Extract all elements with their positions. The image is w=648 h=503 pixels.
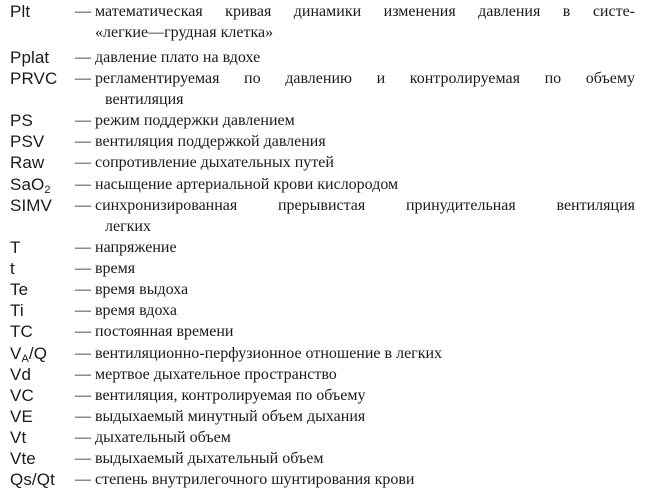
term-label (10, 174, 51, 195)
term-definition (95, 300, 635, 321)
term-label: TC (10, 322, 33, 341)
term-definition (95, 448, 635, 469)
term-separator: — (75, 70, 91, 87)
term-definition (95, 47, 635, 68)
definition-line: синхронизированная прерывистая принудительная вентиляция (95, 197, 635, 214)
definition-line: постоянная времени (95, 323, 234, 340)
definition-line: вентиляция, контролируемая по объему (95, 387, 366, 404)
term-definition (95, 110, 635, 131)
definition-line: математическая кривая динамики изменения давления в систе- (95, 3, 635, 20)
definition-line: время вдоха (95, 302, 177, 319)
term-definition (95, 174, 635, 195)
term-label: t (10, 259, 15, 278)
term-separator: — (75, 429, 91, 446)
definition-line: степень внутрилегочного шунтирования крови (95, 471, 415, 488)
definition-line: дыхательный объем (95, 429, 231, 446)
glossary-entry-plt (0, 1, 648, 43)
definition-line: вентиляция (105, 91, 184, 108)
term-definition (95, 321, 635, 342)
term-label: Vte (10, 449, 36, 468)
term-separator: — (75, 408, 91, 425)
glossary-entry-qs-qt (0, 469, 648, 499)
definition-line: мертвое дыхательное пространство (95, 366, 337, 383)
term-separator: — (75, 387, 91, 404)
term-separator: — (75, 323, 91, 340)
term-label (10, 343, 47, 364)
term-label: Plt (10, 2, 31, 21)
term-definition (95, 279, 635, 300)
term-main: V (10, 344, 22, 363)
term-label: Vd (10, 365, 31, 384)
term-main: SaO (10, 175, 45, 194)
term-label: VC (10, 386, 34, 405)
definition-line: насыщение артериальной крови кислородом (95, 176, 399, 193)
term-separator: — (75, 112, 91, 129)
term-separator: — (75, 197, 91, 214)
term-separator: — (75, 281, 91, 298)
term-definition (95, 364, 635, 385)
term-separator: — (75, 260, 91, 277)
term-label: Pplat (10, 48, 50, 67)
term-subscript: A (21, 353, 29, 365)
definition-line: выдыхаемый дыхательный объем (95, 450, 324, 467)
term-definition (95, 258, 635, 279)
term-separator: — (75, 176, 91, 193)
term-label: Vt (10, 428, 27, 447)
term-label: Te (10, 280, 29, 299)
definition-line: легких (105, 218, 151, 235)
term-separator: — (75, 49, 91, 66)
term-definition (95, 237, 635, 258)
term-separator: — (75, 366, 91, 383)
term-subscript: 2 (44, 184, 51, 196)
term-separator: — (75, 239, 91, 256)
term-separator: — (75, 345, 91, 362)
term-label: PRVC (10, 69, 58, 88)
glossary-entry-simv (0, 195, 648, 237)
term-definition (95, 68, 635, 110)
definition-line: время (95, 260, 136, 277)
definition-line: время выдоха (95, 281, 189, 298)
term-label: Ti (10, 301, 24, 320)
term-separator: — (75, 302, 91, 319)
term-label: T (10, 238, 21, 257)
definition-line: «легкие—грудная клетка» (95, 24, 274, 41)
term-tail: /Q (28, 344, 48, 363)
term-separator: — (75, 154, 91, 171)
term-label: Raw (10, 153, 45, 172)
definition-line: вентиляционно-перфузионное отношение в легких (95, 345, 443, 362)
term-definition (95, 152, 635, 173)
term-definition (95, 469, 635, 490)
term-definition (95, 406, 635, 427)
term-separator: — (75, 133, 91, 150)
term-definition (95, 385, 635, 406)
term-label: PS (10, 111, 33, 130)
glossary-entry-prvc (0, 68, 648, 110)
term-label: Qs/Qt (10, 470, 55, 489)
term-separator: — (75, 471, 91, 488)
term-separator: — (75, 3, 91, 20)
definition-line: регламентируемая по давлению и контролируемая по объему (95, 70, 635, 87)
definition-line: напряжение (95, 239, 177, 256)
term-definition (95, 1, 635, 43)
term-definition (95, 131, 635, 152)
term-separator: — (75, 450, 91, 467)
term-label: PSV (10, 132, 45, 151)
definition-line: вентиляция поддержкой давления (95, 133, 326, 150)
term-label: SIMV (10, 196, 52, 215)
definition-line: режим поддержки давлением (95, 112, 295, 129)
definition-line: сопротивление дыхательных путей (95, 154, 334, 171)
definition-line: выдыхаемый минутный объем дыхания (95, 408, 366, 425)
term-label: VE (10, 407, 33, 426)
term-definition (95, 343, 635, 364)
term-definition (95, 427, 635, 448)
definition-line: давление плато на вдохе (95, 49, 261, 66)
term-definition (95, 195, 635, 237)
